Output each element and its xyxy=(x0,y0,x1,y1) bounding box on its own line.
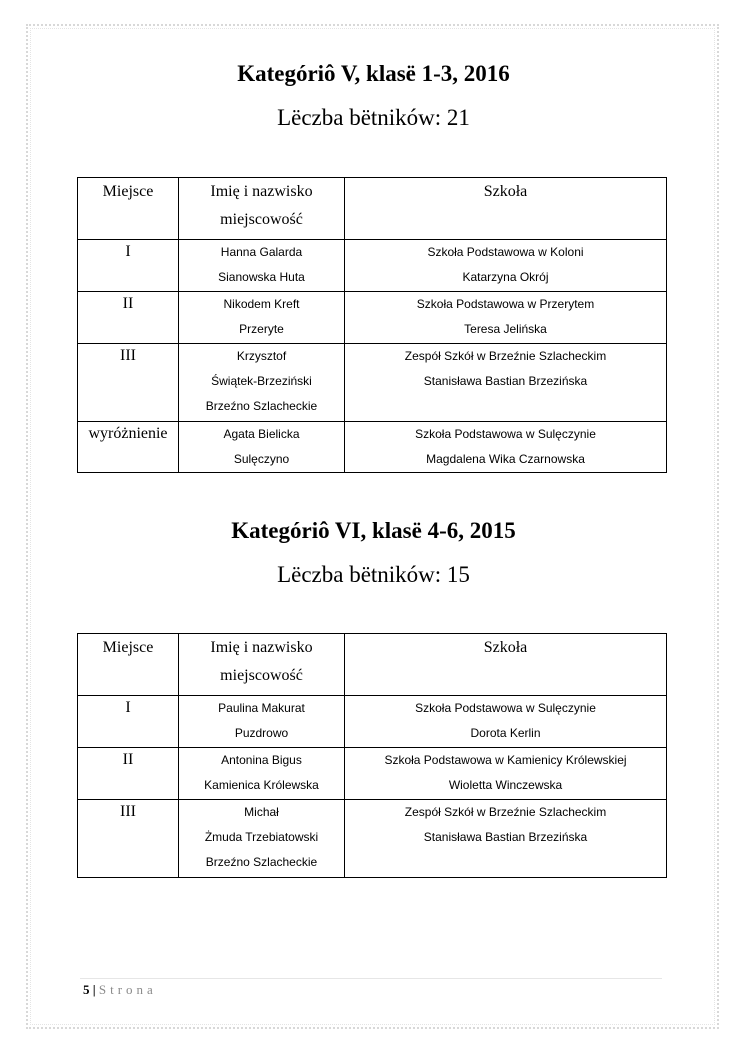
school-line: Szkoła Podstawowa w Przerytem xyxy=(416,297,595,311)
school-cell xyxy=(345,292,667,344)
school-cell xyxy=(345,422,667,473)
name-cell xyxy=(179,748,345,800)
school-cell xyxy=(345,344,667,422)
section-category-v xyxy=(0,60,747,132)
name-line: Nikodem Kreft xyxy=(223,297,300,311)
header-name-line1: Imię i nazwisko xyxy=(210,639,313,656)
page-footer xyxy=(83,982,157,998)
teacher-line: Teresa Jelińska xyxy=(464,322,547,336)
place-cell: I xyxy=(78,240,179,292)
table-row xyxy=(78,422,667,473)
header-name xyxy=(179,178,345,240)
name-cell xyxy=(179,292,345,344)
table-header-row xyxy=(78,178,667,240)
name-cell xyxy=(179,344,345,422)
name-cell xyxy=(179,800,345,878)
name-cell xyxy=(179,422,345,473)
results-table-category-vi xyxy=(77,633,667,878)
teacher-line: Wioletta Winczewska xyxy=(448,778,563,792)
participant-count: Lëczba bëtników: 21 xyxy=(277,105,470,130)
teacher-line: Katarzyna Okrój xyxy=(462,270,549,284)
school-cell xyxy=(345,748,667,800)
name-line: Przeryte xyxy=(239,322,284,336)
teacher-line: Dorota Kerlin xyxy=(470,726,541,740)
results-table-category-v xyxy=(77,177,667,473)
table-row xyxy=(78,240,667,292)
footer-separator: | xyxy=(92,982,96,997)
place-cell: I xyxy=(78,696,179,748)
name-line: Sianowska Huta xyxy=(218,270,305,284)
teacher-line: Stanisława Bastian Brzezińska xyxy=(423,830,588,844)
name-line: Agata Bielicka xyxy=(223,427,300,441)
header-school: Szkoła xyxy=(345,178,667,240)
name-line: Świątek-Brzeziński xyxy=(211,374,312,388)
name-line: Kamienica Królewska xyxy=(204,778,319,792)
header-school: Szkoła xyxy=(345,634,667,696)
school-line: Szkoła Podstawowa w Koloni xyxy=(427,245,584,259)
table-header-row xyxy=(78,634,667,696)
header-name-line2: miejscowość xyxy=(220,667,303,684)
name-line: Krzysztof xyxy=(236,349,287,363)
header-name-line2: miejscowość xyxy=(220,211,303,228)
participant-count: Lëczba bëtników: 15 xyxy=(277,562,470,587)
name-line: Żmuda Trzebiatowski xyxy=(204,830,319,844)
teacher-line: Magdalena Wika Czarnowska xyxy=(426,452,585,466)
school-cell xyxy=(345,800,667,878)
school-line: Zespół Szkół w Brzeźnie Szlacheckim xyxy=(404,805,607,819)
name-line: Brzeźno Szlacheckie xyxy=(205,399,318,413)
school-line: Szkoła Podstawowa w Sulęczynie xyxy=(415,701,596,715)
name-line: Paulina Makurat xyxy=(218,701,305,715)
footer-divider xyxy=(80,978,662,979)
school-line: Szkoła Podstawowa w Sulęczynie xyxy=(415,427,596,441)
place-cell: III xyxy=(78,800,179,878)
section-title: Kategóriô V, klasë 1-3, 2016 xyxy=(237,61,510,86)
name-line: Sulęczyno xyxy=(233,452,290,466)
header-name xyxy=(179,634,345,696)
place-cell: III xyxy=(78,344,179,422)
name-cell xyxy=(179,696,345,748)
table-row xyxy=(78,344,667,422)
name-line: Brzeźno Szlacheckie xyxy=(205,855,318,869)
name-line: Antonina Bigus xyxy=(221,753,302,767)
school-line: Zespół Szkół w Brzeźnie Szlacheckim xyxy=(404,349,607,363)
header-place: Miejsce xyxy=(78,178,179,240)
place-cell: II xyxy=(78,748,179,800)
table-row xyxy=(78,800,667,878)
name-cell xyxy=(179,240,345,292)
school-line: Szkoła Podstawowa w Kamienicy Królewskiej xyxy=(384,753,627,767)
name-line: Michał xyxy=(244,805,279,819)
place-cell: wyróżnienie xyxy=(78,422,179,473)
section-title: Kategóriô VI, klasë 4-6, 2015 xyxy=(231,518,516,543)
table-row xyxy=(78,292,667,344)
table-row xyxy=(78,696,667,748)
name-line: Hanna Galarda xyxy=(220,245,303,259)
school-cell xyxy=(345,696,667,748)
header-name-line1: Imię i nazwisko xyxy=(210,183,313,200)
teacher-line: Stanisława Bastian Brzezińska xyxy=(423,374,588,388)
table-row xyxy=(78,748,667,800)
place-cell: II xyxy=(78,292,179,344)
section-category-vi xyxy=(0,517,747,589)
name-line: Puzdrowo xyxy=(234,726,289,740)
school-cell xyxy=(345,240,667,292)
page-number: 5 xyxy=(83,982,90,997)
page-word: Strona xyxy=(98,982,157,997)
header-place: Miejsce xyxy=(78,634,179,696)
